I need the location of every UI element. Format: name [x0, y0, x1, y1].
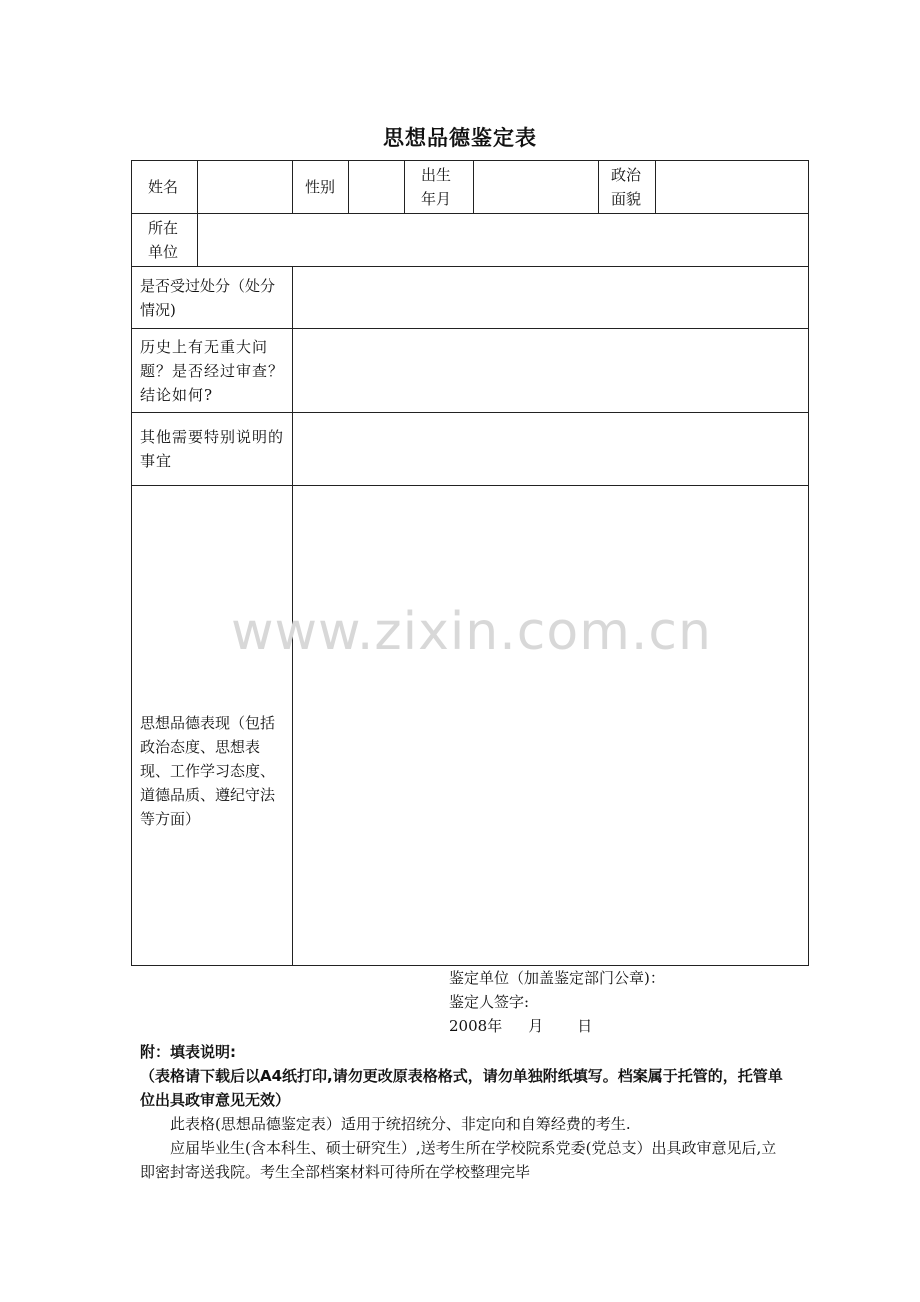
punishment-row — [132, 267, 809, 329]
instructions — [140, 1040, 790, 1184]
date-day-unit: 日 — [577, 1017, 593, 1035]
political-label — [599, 161, 656, 214]
conduct-row — [132, 486, 809, 966]
appraisal-unit-line: 鉴定单位（加盖鉴定部门公章)： — [449, 969, 665, 987]
unit-label — [132, 214, 198, 267]
signature-block — [449, 966, 665, 1038]
date-line — [449, 1014, 665, 1038]
birth-label — [405, 161, 474, 214]
conduct-field[interactable] — [293, 486, 809, 966]
unit-label-line2: 单位 — [148, 243, 179, 261]
gender-label: 性别 — [293, 161, 349, 214]
birth-label-line2: 年月 — [421, 190, 452, 208]
political-label-line1: 政治 — [611, 166, 642, 184]
instructions-warning: （表格请下载后以A4纸打印,请勿更改原表格格式，请勿单独附纸填写。档案属于托管的，托管单位出具政审意见无效） — [140, 1067, 783, 1109]
birth-field[interactable] — [474, 161, 599, 214]
history-label: 历史上有无重大问题？是否经过审查？结论如何? — [132, 329, 293, 413]
other-field[interactable] — [293, 413, 809, 486]
basic-info-row — [132, 161, 809, 214]
other-row — [132, 413, 809, 486]
birth-label-line1: 出生 — [421, 166, 452, 184]
political-label-line2: 面貌 — [611, 190, 642, 208]
unit-row — [132, 214, 809, 267]
name-field[interactable] — [198, 161, 293, 214]
name-label: 姓名 — [132, 161, 198, 214]
gender-field[interactable] — [349, 161, 405, 214]
instructions-heading: 附：填表说明: — [140, 1043, 236, 1061]
other-label: 其他需要特别说明的事宜 — [132, 413, 293, 486]
instructions-paragraph-1: 此表格(思想品德鉴定表）适用于统招统分、非定向和自筹经费的考生. — [170, 1115, 631, 1133]
page-title: 思想品德鉴定表 — [383, 126, 537, 150]
conduct-label: 思想品德表现（包括政治态度、思想表现、工作学习态度、道德品质、遵纪守法等方面） — [132, 486, 293, 966]
punishment-field[interactable] — [293, 267, 809, 329]
appraiser-signature-line: 鉴定人签字: — [449, 993, 530, 1011]
political-field[interactable] — [656, 161, 809, 214]
instructions-paragraph-2: 应届毕业生(含本科生、硕士研究生）,送考生所在学校院系党委(党总支）出具政审意见后,立即密封寄送我院。考生全部档案材料可待所在学校整理完毕 — [140, 1139, 777, 1181]
date-year-unit: 年 — [487, 1017, 503, 1035]
evaluation-form-table — [131, 160, 809, 966]
unit-field[interactable] — [198, 214, 809, 267]
punishment-label: 是否受过处分（处分情况) — [132, 267, 293, 329]
history-row — [132, 329, 809, 413]
date-month-unit: 月 — [528, 1017, 544, 1035]
date-year: 2008 — [449, 1017, 488, 1035]
watermark: www.zixin.com.cn — [231, 602, 712, 662]
history-field[interactable] — [293, 329, 809, 413]
unit-label-line1: 所在 — [148, 219, 179, 237]
